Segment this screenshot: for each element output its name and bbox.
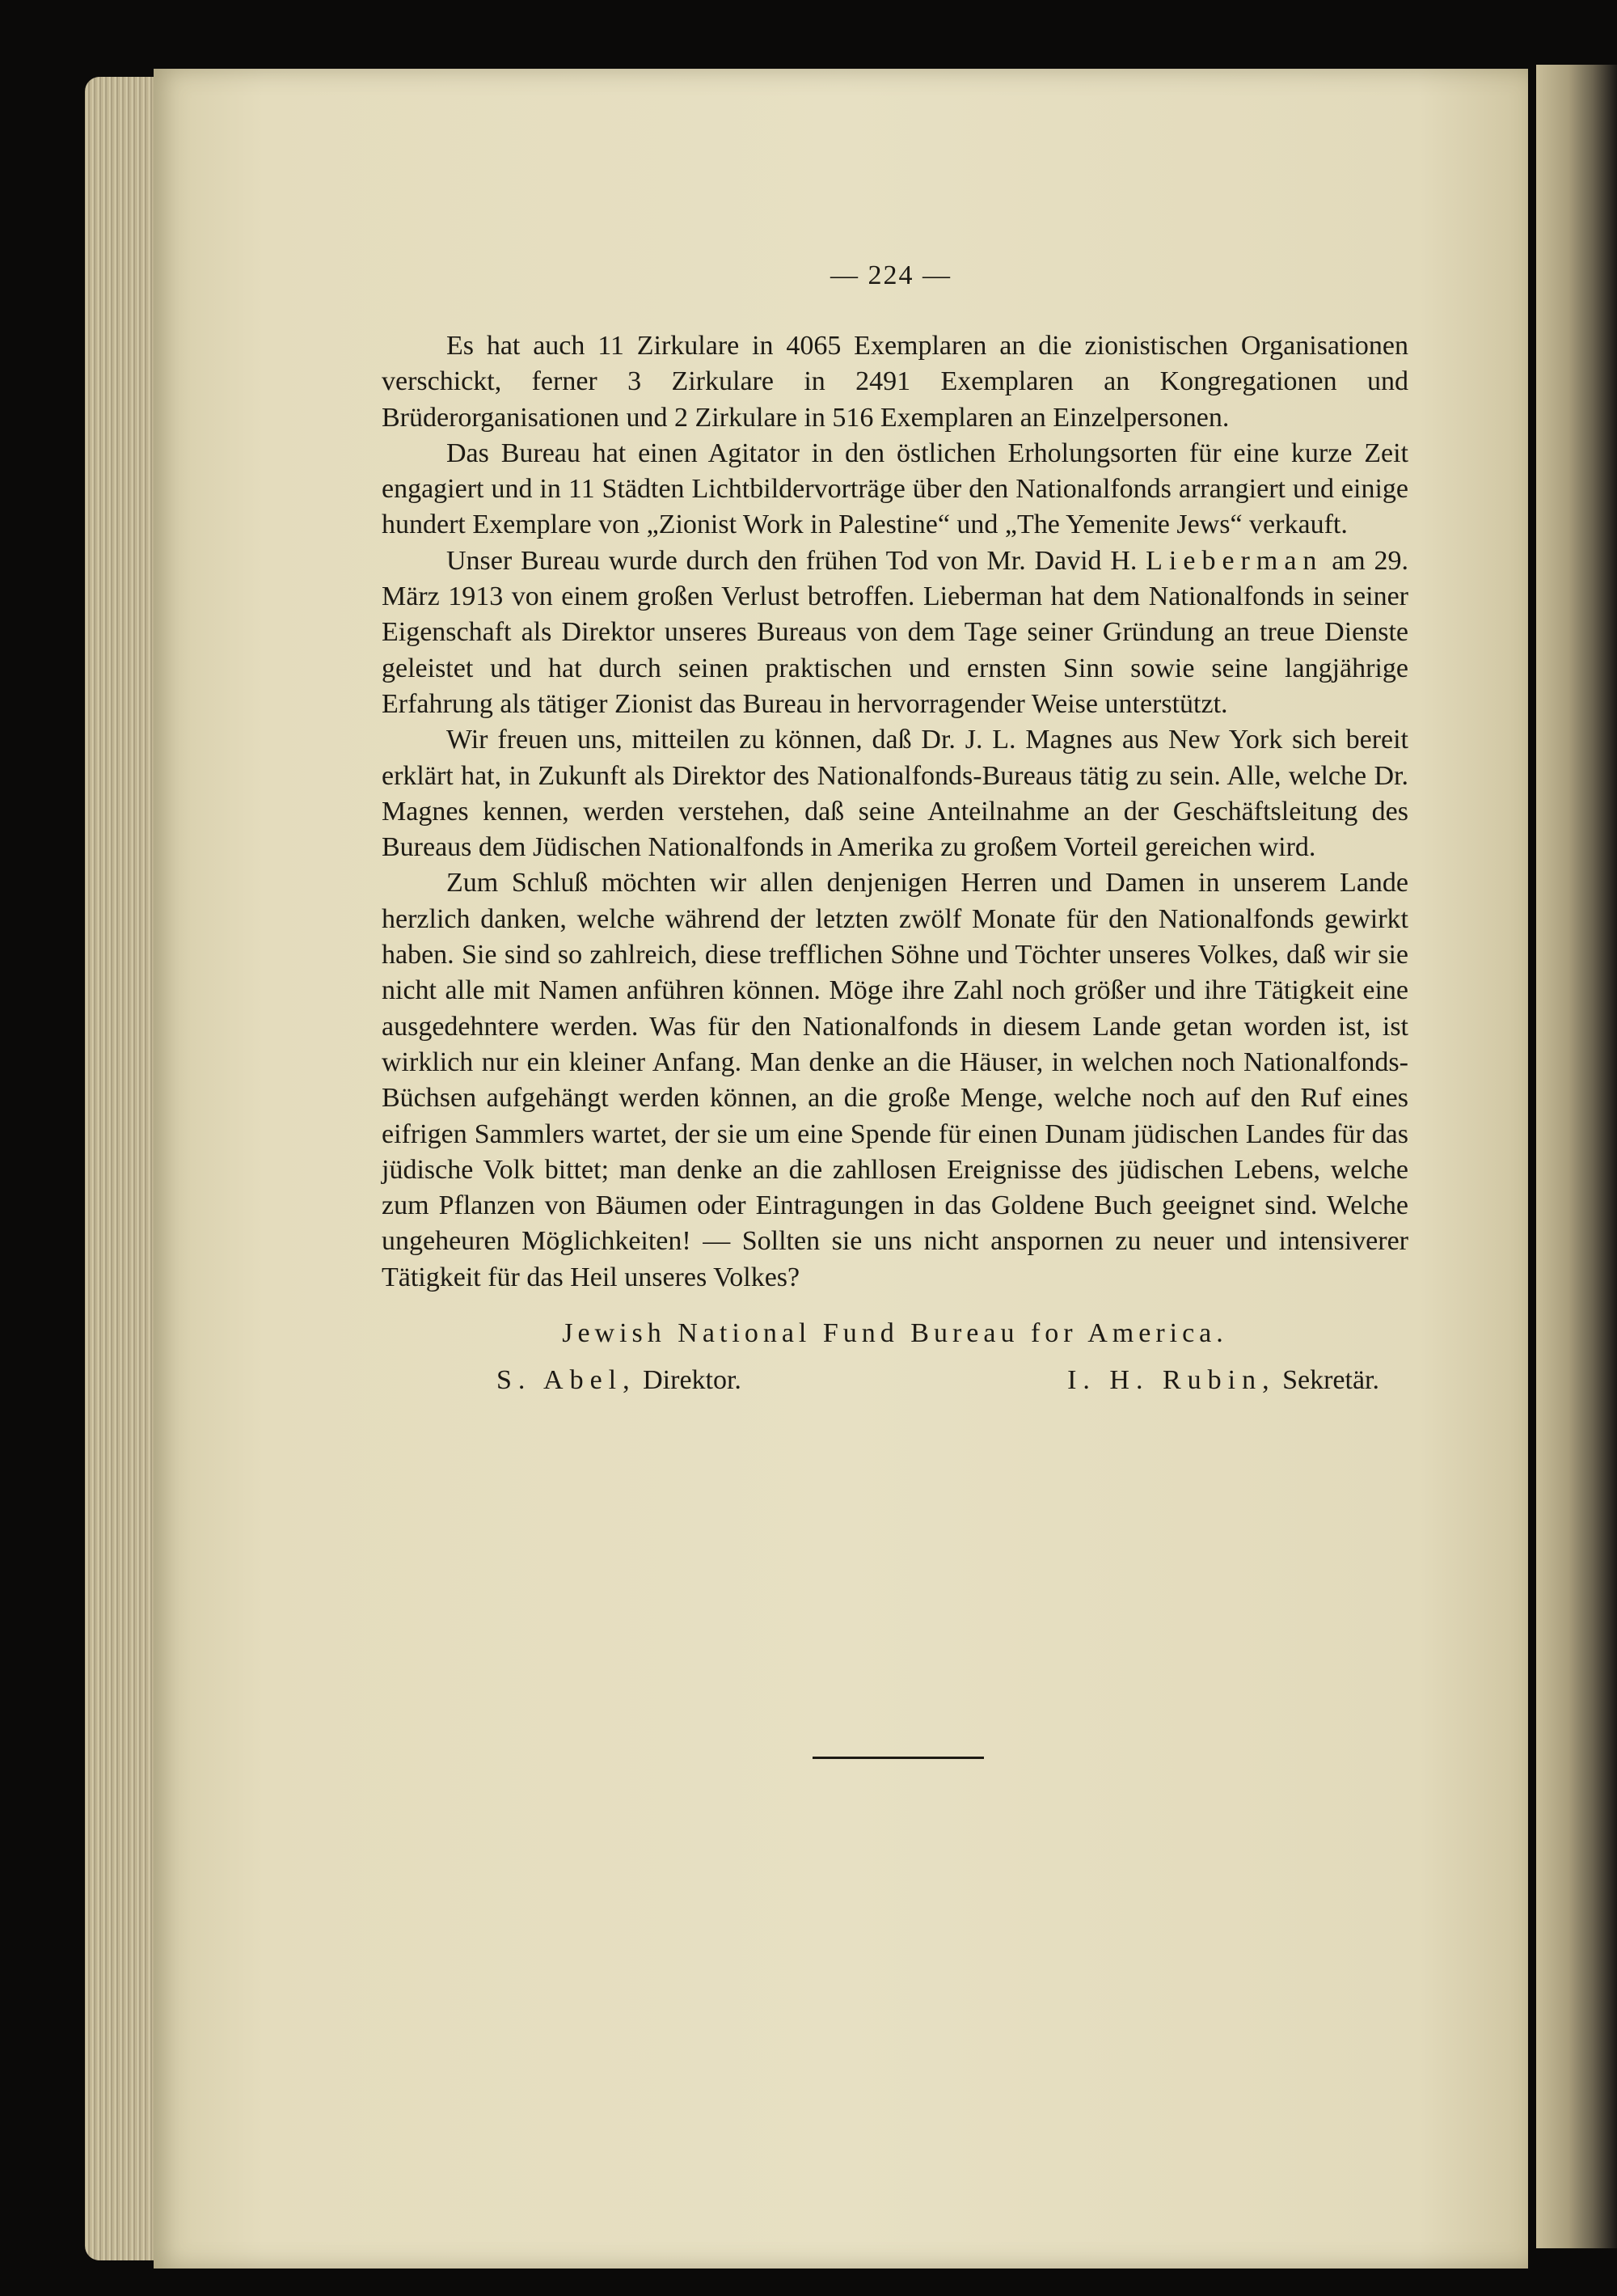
signature-block bbox=[382, 1318, 1408, 1396]
paragraph-closing: Zum Schluß möchten wir allen denjenigen Herren und Damen in unserem Lande herzlich danken, welche während der letzten zwölf Monate für den Nationalfonds gewirkt haben. Sie sind so zahlreich, diese trefflichen Söhne und Töchter unseres Volkes, daß wir sie nicht alle mit Namen anführen können. Möge ihre Zahl noch größer und ihre Tätigkeit eine ausgedehntere werden. Was für den Nationalfonds in diesem Lande getan worden ist, ist wirklich nur ein kleiner Anfang. Man denke an die Häuser, in welchen noch Nationalfonds-Büchsen aufgehängt werden können, an die große Menge, welche noch auf den Ruf eines eifrigen Sammlers wartet, der sie um eine Spende für einen Dunam jüdischen Landes für das jüdische Volk bittet; man denke an die zahllosen Ereignisse des jüdischen Lebens, welche zum Pflanzen von Bäumen oder Eintragungen in das Goldene Buch geeignet sind. Welche ungeheuren Möglichkeiten! — Sollten sie uns nicht anspornen zu neuer und intensiverer Tätigkeit für das Heil unseres Volkes? bbox=[382, 868, 1408, 1292]
signature-secretary bbox=[1067, 1365, 1379, 1396]
page-text-block bbox=[382, 260, 1408, 1396]
paragraph-magnes: Wir freuen uns, mitteilen zu können, daß Dr. J. L. Magnes aus New York sich bereit erklärt hat, in Zukunft als Direktor des Nationalfonds-Bureaus tätig zu sein. Alle, welche Dr. Magnes kennen, werden verstehen, daß seine Anteilnahme an der Geschäftsleitung des Bureaus dem Jüdischen Nationalfonds in Amerika zu großem Vorteil gereichen wird. bbox=[382, 725, 1408, 863]
section-divider-rule bbox=[813, 1757, 984, 1759]
paragraph-circulars: Es hat auch 11 Zirkulare in 4065 Exemplaren an die zionistischen Organisationen verschickt, ferner 3 Zirkulare in 2491 Exemplaren an Kongregationen und Brüderorganisationen und 2 Zirkulare in 516 Exemplaren an Einzelpersonen. bbox=[382, 331, 1408, 433]
facing-page-edge bbox=[1536, 65, 1617, 2248]
lieberman-name: Lieberman bbox=[1146, 545, 1324, 576]
signature-organization: Jewish National Fund Bureau for America. bbox=[562, 1318, 1228, 1349]
secretary-name: I. H. Rubin, bbox=[1067, 1365, 1276, 1396]
lieberman-text-after: am 29. März 1913 von einem großen Verlust betroffen. Lieberman hat dem Nationalfonds in seiner Eigenschaft als Direktor unseres Bureaus von dem Tage seiner Gründung an treue Dienste geleistet und hat durch seinen praktischen und ernsten Sinn sowie seine langjährige Erfahrung als tätiger Zionist das Bureau in hervorragender Weise unterstützt. bbox=[382, 545, 1409, 719]
director-name: S. Abel, bbox=[496, 1365, 636, 1396]
paragraph-lieberman bbox=[382, 543, 1408, 722]
signature-director bbox=[496, 1365, 741, 1396]
signature-row bbox=[382, 1365, 1408, 1396]
paragraph-agitator: Das Bureau hat einen Agitator in den östlichen Erholungsorten für eine kurze Zeit engagiert und in 11 Städten Lichtbildervorträge über den Nationalfonds arrangiert und einige hundert Exemplare von „Zionist Work in Palestine“ und „The Yemenite Jews“ verkauft. bbox=[382, 438, 1408, 540]
director-title: Direktor. bbox=[643, 1365, 741, 1396]
secretary-title: Sekretär. bbox=[1282, 1365, 1379, 1396]
lieberman-text-before: Unser Bureau wurde durch den frühen Tod von Mr. David H. bbox=[446, 545, 1138, 576]
page-number: — 224 — bbox=[830, 260, 952, 290]
